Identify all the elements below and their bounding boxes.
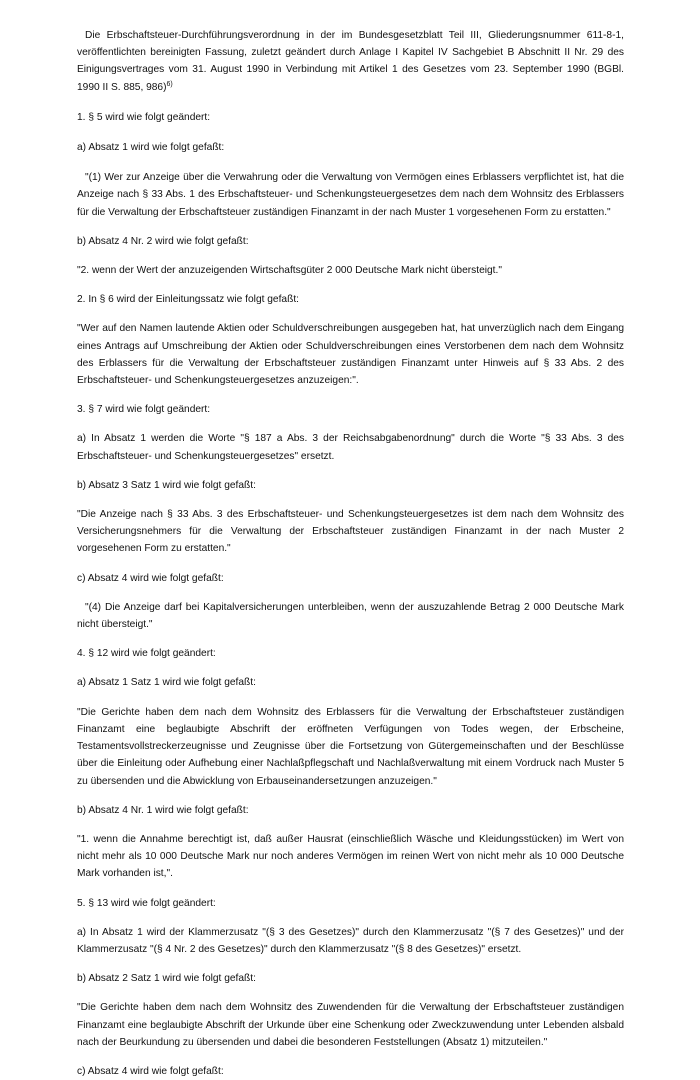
intro-text: Die Erbschaftsteuer-Durchführungsverordnung in der im Bundesgesetzblatt Teil III, Gliederungsnummer 611-8-1, veröffentlichten bereinigten Fassung, zuletzt geändert durch Anlage I Kapitel IV Sachgebiet B Abschnitt II Nr. 29 des Einigungsvertrages vom 31. August 1990 in Verbindung mit Artikel 1 des Gesetzes vom 23. September 1990 (BGBl. 1990 II S. 885, 986) [77,30,624,93]
quote-7-4: "(4) Die Anzeige darf bei Kapitalversicherungen unterbleiben, wenn der auszuzahlende Betrag 2 000 Deutsche Mark nicht übersteigt." [77,601,624,631]
item-1: 1. § 5 wird wie folgt geändert: [77,111,211,123]
quote-12-4-1: "1. wenn die Annahme berechtigt ist, daß außer Hausrat (einschließlich Wäsche und Kleidungsstücken) im Wert von nicht mehr als 10 000 Deutsche Mark nur noch anderes Vermögen im reinen Wert von nicht mehr als 10 000 Deutsche Mark vorhanden ist,". [77,833,624,880]
item-5b: b) Absatz 2 Satz 1 wird wie folgt gefaßt: [77,973,256,985]
quote-5-4-2: "2. wenn der Wert der anzuzeigenden Wirtschaftsgüter 2 000 Deutsche Mark nicht übersteigt." [77,265,502,277]
item-5a: a) In Absatz 1 wird der Klammerzusatz "(§ 3 des Gesetzes)" durch den Klammerzusatz "(§ 7 des Gesetzes)" und der Klammerzusatz "(§ 4 Nr. 2 des Gesetzes)" durch den Klammerzusatz "(§ 8 des Gesetzes)" ersetzt. [77,926,624,955]
item-4b: b) Absatz 4 Nr. 1 wird wie folgt gefaßt: [77,804,249,816]
footnote-marker: 6) [166,80,173,88]
item-3b: b) Absatz 3 Satz 1 wird wie folgt gefaßt: [77,479,256,491]
item-4a: a) Absatz 1 Satz 1 wird wie folgt gefaßt: [77,677,256,689]
item-3a: a) In Absatz 1 werden die Worte "§ 187 a Abs. 3 der Reichsabgabenordnung" durch die Worte "§ 33 Abs. 3 des Erbschaftsteuer- und Schenkungsteuergesetzes" ersetzt. [77,433,624,462]
item-2: 2. In § 6 wird der Einleitungssatz wie folgt gefaßt: [77,294,299,306]
quote-7-3: "Die Anzeige nach § 33 Abs. 3 des Erbschaftsteuer- und Schenkungsteuergesetzes ist dem nach dem Wohnsitz des Versicherungsnehmers für die Verwaltung der Erbschaftsteuer zuständigen Finanzamt in der nach Muster 2 vorgesehenen Form zu erstatten." [77,509,624,555]
item-1a: a) Absatz 1 wird wie folgt gefaßt: [77,142,225,154]
quote-12-1: "Die Gerichte haben dem nach dem Wohnsitz des Erblassers für die Verwaltung der Erbschaftsteuer zuständigen Finanzamt eine beglaubigte Abschrift der eröffneten Verfügungen von Todes wegen, der Erbscheine, Testamentsvollstreckerzeugnisse und Zeugnisse über die Fortsetzung von Gütergemeinschaften und der Beschlüsse über die Einleitung oder Aufhebung einer Nachlaßpflegschaft und Nachlaßverwaltung mit einem Vordruck nach Muster 5 zu übersenden und die Abwicklung von Erbauseinandersetzungen anzuzeigen." [77,706,624,787]
quote-6: "Wer auf den Namen lautende Aktien oder Schuldverschreibungen ausgegeben hat, hat unverzüglich nach dem Eingang eines Antrags auf Umschreibung der Aktien oder Schuldverschreibungen eines Verstorbenen dem nach dem Wohnsitz des Erblassers für die Verwaltung der Erbschaftsteuer zuständigen Finanzamt unter Hinweis auf § 33 Abs. 2 des Erbschaftsteuer- und Schenkungsteuergesetzes anzuzeigen:". [77,323,624,387]
quote-13-2: "Die Gerichte haben dem nach dem Wohnsitz des Zuwendenden für die Verwaltung der Erbschaftsteuer zuständigen Finanzamt eine beglaubigte Abschrift der Urkunde über eine Schenkung oder Zweckzuwendung unter Lebenden alsbald nach der Beurkundung zu übersenden und dabei die besonderen Feststellungen (Absatz 1) mitzuteilen." [77,1002,624,1048]
intro-paragraph [77,27,624,96]
item-5c: c) Absatz 4 wird wie folgt gefaßt: [77,1065,224,1077]
item-1b: b) Absatz 4 Nr. 2 wird wie folgt gefaßt: [77,235,249,247]
item-3c: c) Absatz 4 wird wie folgt gefaßt: [77,572,224,584]
item-5: 5. § 13 wird wie folgt geändert: [77,897,216,909]
item-4: 4. § 12 wird wie folgt geändert: [77,648,216,660]
item-3: 3. § 7 wird wie folgt geändert: [77,404,211,416]
quote-5-1: "(1) Wer zur Anzeige über die Verwahrung oder die Verwaltung von Vermögen eines Erblassers verpflichtet ist, hat die Anzeige nach § 33 Abs. 1 des Erbschaftsteuer- und Schenkungsteuergesetzes dem nach dem Wohnsitz des Erblassers für die Verwaltung der Erbschaftsteuer zuständigen Finanzamt in der nach Muster 1 vorgesehenen Form zu erstatten." [77,172,624,218]
